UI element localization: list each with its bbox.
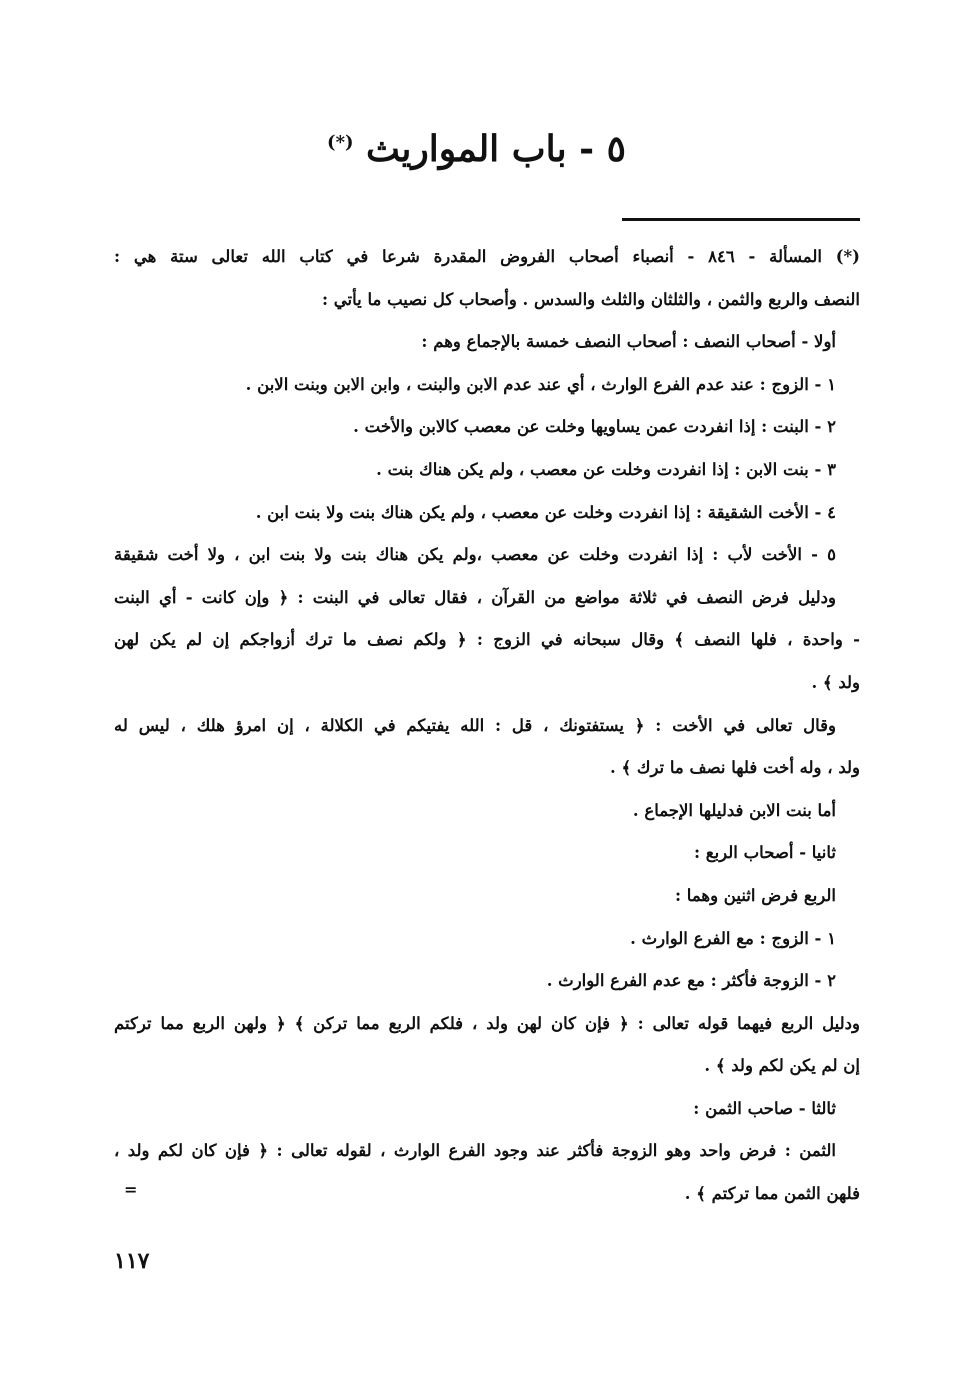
text-line: إن لم يكن لكم ولد ﴾ . xyxy=(704,1056,860,1076)
footnote-separator-rule xyxy=(622,218,860,221)
footnote-marker: (*) xyxy=(327,132,354,153)
text-line: ولد ، وله أخت فلها نصف ما ترك ﴾ . xyxy=(609,758,860,778)
text-line: ١ - الزوج : مع الفرع الوارث . xyxy=(630,928,836,948)
text-line: ثالثا - صاحب الثمن : xyxy=(693,1098,836,1118)
text-line: ٥ - الأخت لأب : إذا انفردت وخلت عن معصب ،ولم يكن هناك بنت ولا بنت ابن ، ولا أخت شقيقة xyxy=(114,545,836,565)
footnote-body xyxy=(114,236,860,1216)
text-line: ٣ - بنت الابن : إذا انفردت وخلت عن معصب ، ولم يكن هناك بنت . xyxy=(376,459,836,479)
text-line: الثمن : فرض واحد وهو الزوجة فأكثر عند وجود الفرع الوارث ، لقوله تعالى : ﴿ فإن كان لكم ولد ، xyxy=(114,1141,836,1161)
chapter-title xyxy=(0,128,953,170)
text-line: ٤ - الأخت الشقيقة : إذا انفردت وخلت عن معصب ، ولم يكن هناك بنت ولا بنت ابن . xyxy=(255,502,836,522)
text-line: أولا - أصحاب النصف : أصحاب النصف خمسة بالإجماع وهم : xyxy=(421,332,836,352)
text-line: (*) المسألة - ٨٤٦ - أنصباء أصحاب الفروض المقدرة شرعا في كتاب الله تعالى ستة هي : xyxy=(114,247,860,266)
text-line: ٢ - البنت : إذا انفردت عمن يساويها وخلت عن معصب كالابن والأخت . xyxy=(353,417,836,437)
text-line: الربع فرض اثنين وهما : xyxy=(674,885,836,905)
chapter-title-text: ٥ - باب المواريث xyxy=(366,128,626,170)
text-line: فلهن الثمن مما تركتم ﴾ . xyxy=(684,1184,860,1204)
text-line: ودليل فرض النصف في ثلاثة مواضع من القرآن ، فقال تعالى في البنت : ﴿ وإن كانت - أي البنت xyxy=(114,587,836,607)
text-line: - واحدة ، فلها النصف ﴾ وقال سبحانه في الزوج : ﴿ ولكم نصف ما ترك أزواجكم إن لم يكن لهن xyxy=(114,630,860,650)
text-line: النصف والربع والثمن ، والثلثان والثلث والسدس . وأصحاب كل نصيب ما يأتي : xyxy=(321,289,860,309)
text-line: وقال تعالى في الأخت : ﴿ يستفتونك ، قل : الله يفتيكم في الكلالة ، إن امرؤ هلك ، ليس له xyxy=(114,715,836,735)
text-line: ثانيا - أصحاب الربع : xyxy=(693,843,836,863)
text-line: ١ - الزوج : عند عدم الفرع الوارث ، أي عند عدم الابن والبنت ، وابن الابن وبنت الابن . xyxy=(245,374,836,394)
page-number: ١١٧ xyxy=(114,1248,150,1274)
continuation-mark: = xyxy=(124,1180,138,1199)
text-line: أما بنت الابن فدليلها الإجماع . xyxy=(632,800,836,820)
text-line: ودليل الربع فيهما قوله تعالى : ﴿ فإن كان لهن ولد ، فلكم الربع مما تركن ﴾ ﴿ ولهن الربع مما تركتم xyxy=(114,1013,860,1033)
text-line: ولد ﴾ . xyxy=(811,672,860,692)
text-line: ٢ - الزوجة فأكثر : مع عدم الفرع الوارث . xyxy=(546,971,836,991)
